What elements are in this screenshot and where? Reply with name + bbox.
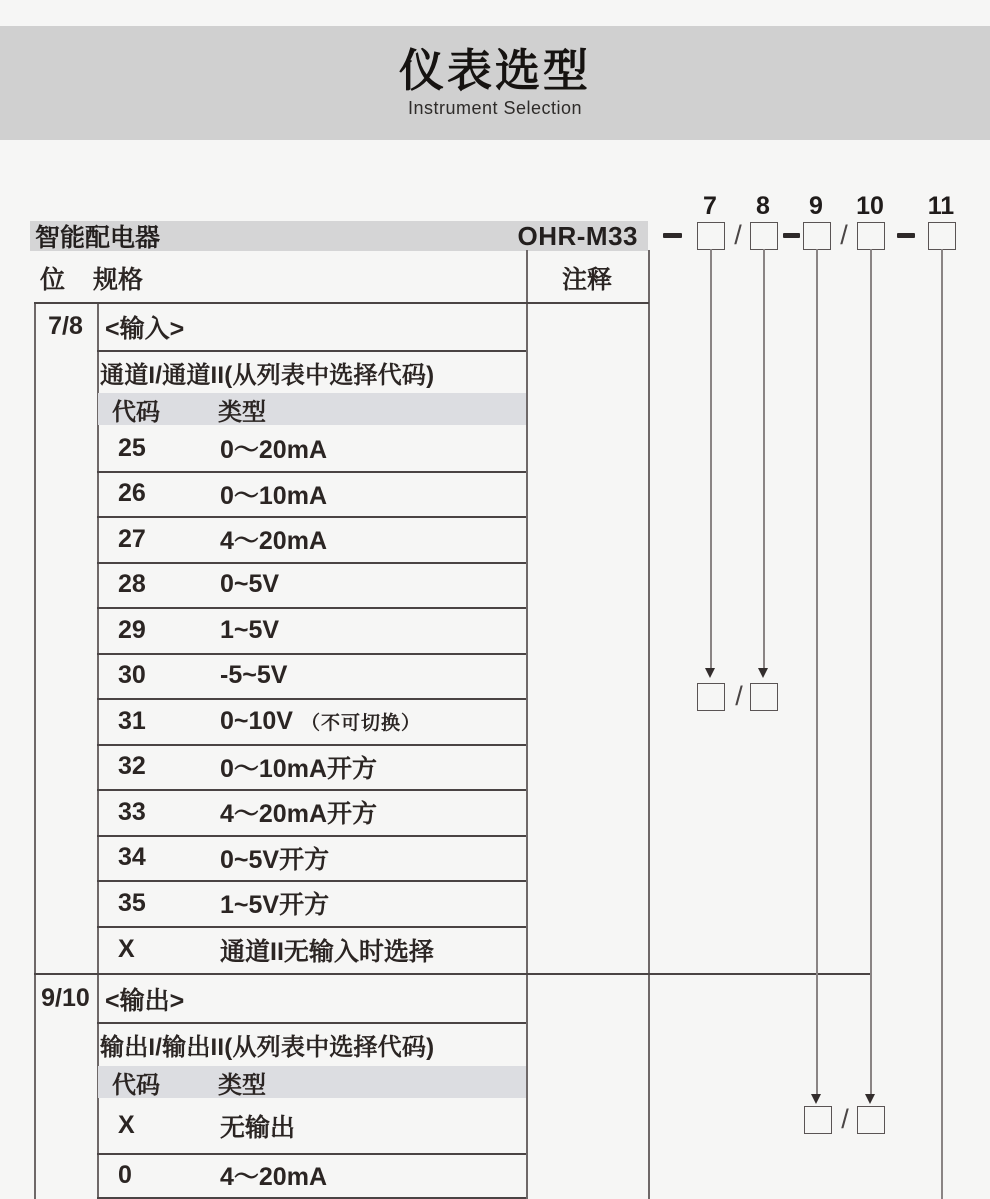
title-banner [0,26,990,140]
order-box-7 [697,222,725,250]
product-name: 智能配电器 [35,224,161,252]
input-channel-1-box [697,683,725,711]
table-border-right [648,250,650,1199]
table-row [118,1098,526,1153]
page-subtitle: Instrument Selection [407,98,583,119]
order-box-8 [750,222,778,250]
table-row [118,744,526,789]
row-type: 1~5V [220,615,280,644]
dash-separator [897,233,915,238]
output-channel-2-box [857,1106,885,1134]
column-header-position: 位 [40,265,66,294]
row-code: 25 [118,433,146,462]
table-row [118,789,526,835]
row-code: 26 [118,479,146,507]
row-type: 通道II无输入时选择 [220,937,434,966]
row-code: 31 [118,706,146,735]
slash-separator: / [735,681,743,711]
arrow-down-icon [705,668,715,678]
row-code: X [118,1111,135,1139]
row-type: 0~10V [220,706,293,735]
code-type-header-band [98,1066,526,1098]
table-row [118,698,526,744]
table-row [118,471,526,516]
table-row [118,926,526,973]
row-type: 0〜10mA [220,481,327,510]
section-title-input: <输入> [105,314,185,343]
row-code: 27 [118,524,146,553]
table-title-bar [30,221,648,251]
leader-line-10 [870,249,872,1094]
row-type: 无输出 [220,1113,296,1142]
row-type: 0~5V [220,570,280,598]
leader-line-9 [816,249,818,1094]
row-type: 4〜20mA [220,1163,327,1191]
dash-separator [783,233,800,238]
slash-separator: / [734,220,742,250]
order-box-10 [857,222,885,250]
digit-label-11: 11 [927,192,955,220]
row-type: -5~5V [220,661,288,689]
leader-line-8 [763,249,765,668]
arrow-down-icon [811,1094,821,1104]
code-header-label: 代码 [112,398,160,426]
page-title: 仪表选型 [398,44,591,96]
section-position-9-10: 9/10 [41,984,90,1012]
code-header-label: 代码 [112,1071,160,1099]
section-position-7-8: 7/8 [48,312,83,340]
grid-line [97,1197,526,1199]
leader-line-7 [710,249,712,668]
table-row [118,516,526,562]
input-channel-2-box [750,683,778,711]
type-header-label: 类型 [218,1071,266,1099]
row-code: 32 [118,752,146,780]
slash-separator: / [841,1104,849,1134]
model-code: OHR-M33 [517,220,638,251]
column-header-spec: 规格 [93,265,144,294]
digit-label-10: 10 [856,192,884,220]
table-row [118,880,526,926]
order-box-9 [803,222,831,250]
row-type: 4〜20mA开方 [220,800,377,828]
output-channel-1-box [804,1106,832,1134]
type-header-label: 类型 [218,398,266,426]
table-row [118,835,526,880]
row-type: 0~5V开方 [220,845,330,874]
arrow-down-icon [865,1094,875,1104]
row-code: 30 [118,661,146,689]
row-code: 35 [118,888,146,917]
order-box-11 [928,222,956,250]
leader-line-11 [941,249,943,1199]
section-subtitle-input: 通道I/通道II(从列表中选择代码) [100,361,435,389]
table-row [118,653,526,698]
slash-separator: / [840,220,848,250]
digit-label-9: 9 [809,192,823,220]
row-code: 0 [118,1160,132,1189]
table-row [118,425,526,471]
row-code: 28 [118,570,146,598]
table-row [118,562,526,607]
code-type-header-band [98,393,526,425]
row-type: 1~5V开方 [220,891,330,919]
row-code: X [118,935,135,963]
digit-label-8: 8 [756,192,770,220]
section-title-output: <输出> [105,986,185,1015]
row-type: 0〜20mA [220,436,327,464]
column-header-note: 注释 [561,265,612,294]
digit-label-7: 7 [703,192,717,220]
table-divider-note [526,250,528,1199]
row-type-note: （不可切换） [301,712,422,734]
table-row [118,607,526,653]
table-row [118,1153,526,1197]
row-code: 33 [118,797,146,826]
dash-separator [663,233,682,238]
row-code: 34 [118,843,146,871]
arrow-down-icon [758,668,768,678]
section-subtitle-output: 输出I/输出II(从列表中选择代码) [100,1033,435,1061]
row-code: 29 [118,615,146,644]
table-border-left [34,302,36,1199]
row-type: 0〜10mA开方 [220,754,377,783]
row-type: 4〜20mA [220,527,327,555]
